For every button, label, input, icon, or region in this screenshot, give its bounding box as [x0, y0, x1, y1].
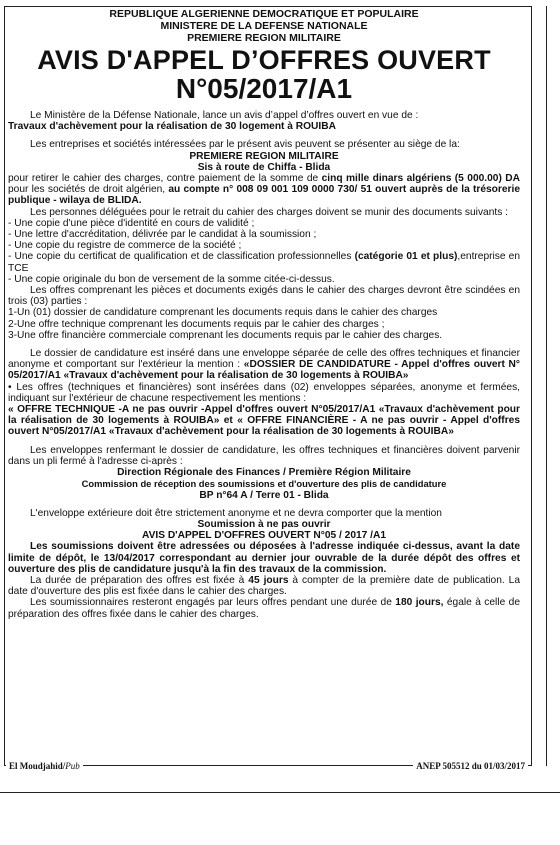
footer-publisher: [6, 761, 83, 771]
payment-paragraph: [8, 173, 520, 207]
duration-paragraph-1: [8, 575, 520, 597]
dossier-mention: «DOSSIER DE CANDIDATURE - Appel d'offres ouvert N° 05/2017/A1 «Travaux d'achèvement pour la réalisation de 30 logements à ROUIBA»: [8, 359, 520, 382]
offers-intro: Les offres comprenant les pièces et documents exigés dans le cahier des charges devront être scindées en trois (03) parties :: [8, 285, 520, 308]
intro-text: Le Ministère de la Défense Nationale, lance un avis d’appel d’offres ouvert en vue de :: [30, 110, 419, 121]
documents-item-4-tce: ,entreprise en TCE: [8, 251, 521, 274]
header-line-1: REPUBLIQUE ALGERIENNE DEMOCRATIQUE ET POPULAIRE: [109, 8, 419, 20]
duration-paragraph-2: [8, 597, 520, 619]
envelope-mention-2: AVIS D'APPEL D'OFFRES OUVERT N°05 / 2017 /A1: [141, 530, 387, 542]
documents-item-1: - Une copie d'une pièce d'identité en cours de validité ;: [8, 217, 255, 229]
offers-part-2: 2-Une offre technique comprenant les documents requis par le cahier des charges ;: [8, 318, 385, 330]
offers-part-1: 1-Un (01) dossier de candidature comprenant les documents requis dans le cahier des charges: [8, 307, 438, 319]
documents-intro: Les personnes déléguées pour le retrait du cahier des charges doivent se munir des documents suivants :: [30, 206, 508, 218]
notice-title: AVIS D'APPEL D’OFFRES OUVERT: [37, 45, 491, 75]
footer-reference: ANEP 505512 du 01/03/2017: [413, 761, 528, 771]
offers-envelopes-mentions: « OFFRE TECHNIQUE -A ne pas ouvrir -Appel d'offres ouvert N°05/2017/A1 «Travaux d'achèvement pour la réalisation de 30 logements à ROUIBA» et « OFFRE FINANCIÈRE - A ne pas ouvrir - Appel d'offres ouvert N°05/2017/A1 «Travaux d'achèvement pour la réalisation de 30 logements à ROUIBA»: [8, 404, 520, 438]
notice-content: [8, 8, 520, 620]
documents-item-3: - Une copie du registre de commerce de la société ;: [8, 240, 242, 252]
address-line-3: BP n°64 A / Terre 01 - Blida: [199, 489, 329, 501]
duration-text-2: à compter de la première date de publication. La date d'ouverture des plis est fixée dans le cahier des charges.: [8, 574, 520, 598]
documents-item-4: [8, 251, 520, 273]
duration-text-4: égale à celle de préparation des offres fixée dans le cahier des charges.: [8, 597, 520, 620]
documents-item-4-category: (catégorie 01 et plus): [354, 251, 458, 263]
envelope-intro: L'enveloppe extérieure doit être strictement anonyme et ne devra comporter que la mention: [30, 507, 442, 519]
duration-text-3: Les soumissionnaires resteront engagés par leurs offres pendant une durée de: [30, 597, 396, 609]
documents-item-5: - Une copie originale du bon de versement de la somme citée-ci-dessus.: [8, 273, 335, 285]
intro-object: Travaux d'achèvement pour la réalisation de 30 logement à ROUIBA: [8, 121, 336, 133]
envelope-mention-1: Soumission à ne pas ouvrir: [197, 518, 331, 530]
footer-pub: Pub: [65, 761, 80, 771]
deadline-text: Les soumissions doivent être adressées ou déposées à l'adresse indiquée ci-dessus, avant la date limite de dépôt, le 13/04/2017 correspondant au dernier jour ouvrable de la durée dépôt des offres et ouverture des plis de candidature jusqu'à la fin des travaux de la commission.: [8, 541, 520, 575]
offers-envelopes-text: • Les offres (techniques et financières) sont insérées dans (02) enveloppes séparées, anonyme et fermées, indiquant sur l'extérieur de chacune respectivement les mentions :: [8, 381, 520, 404]
dossier-text-1: Le dossier de candidature est inséré dans une enveloppe séparée de celle des offres techniques et financier anonyme et comportant sur l'extérieur la mention :: [8, 348, 520, 371]
offers-part-3: 3-Une offre financière commerciale comprenant les documents requis par le cahier des charges.: [8, 329, 443, 341]
payment-account: au compte n° 008 09 001 109 0000 730/ 51 ouvert auprès de la trésorerie publique - wilaya de BLIDA.: [8, 184, 520, 207]
duration-days-180: 180 jours,: [395, 597, 444, 609]
dossier-paragraph: [8, 348, 520, 382]
column-divider: [546, 6, 547, 766]
invite-place-1: PREMIERE REGION MILITAIRE: [189, 150, 339, 162]
payment-amount: cinq mille dinars algériens (5 000.00) DA: [321, 173, 520, 185]
address-line-2: Commission de réception des soumissions et d'ouverture des plis de candidature: [81, 478, 447, 490]
payment-text-1: pour retirer le cahier des charges, contre paiement de la somme de: [8, 173, 322, 185]
address-line-1: Direction Régionale des Finances / Première Région Militaire: [117, 467, 411, 479]
duration-text-1: La durée de préparation des offres est fixée à: [30, 574, 249, 586]
payment-text-2: pour les sociétés de droit algérien,: [8, 184, 169, 196]
notice-number: N°05/2017/A1: [175, 73, 353, 104]
page-rule: [0, 792, 560, 793]
documents-item-2: - Une lettre d'accréditation, délivrée par le candidat à la soumission ;: [8, 229, 317, 241]
invite-text: Les entreprises et sociétés intéressées par le présent avis peuvent se présenter au siège de la:: [30, 139, 460, 151]
invite-place-2: Sis à route de Chiffa - Blida: [197, 161, 331, 173]
notice-footer: [4, 761, 532, 773]
documents-item-4-text: - Une copie du certificat de qualification et de classification professionnelles: [8, 251, 355, 263]
header-line-2: MINISTERE DE LA DEFENSE NATIONALE: [160, 20, 368, 32]
footer-publisher-name: El Moudjahid/: [9, 761, 66, 771]
header-line-3: PREMIERE REGION MILITAIRE: [187, 32, 341, 44]
duration-days-45: 45 jours: [248, 574, 289, 586]
address-intro: Les enveloppes renfermant le dossier de candidature, les offres techniques et financières doivent parvenir dans un pli fermé à l'adresse ci-après :: [8, 444, 520, 467]
